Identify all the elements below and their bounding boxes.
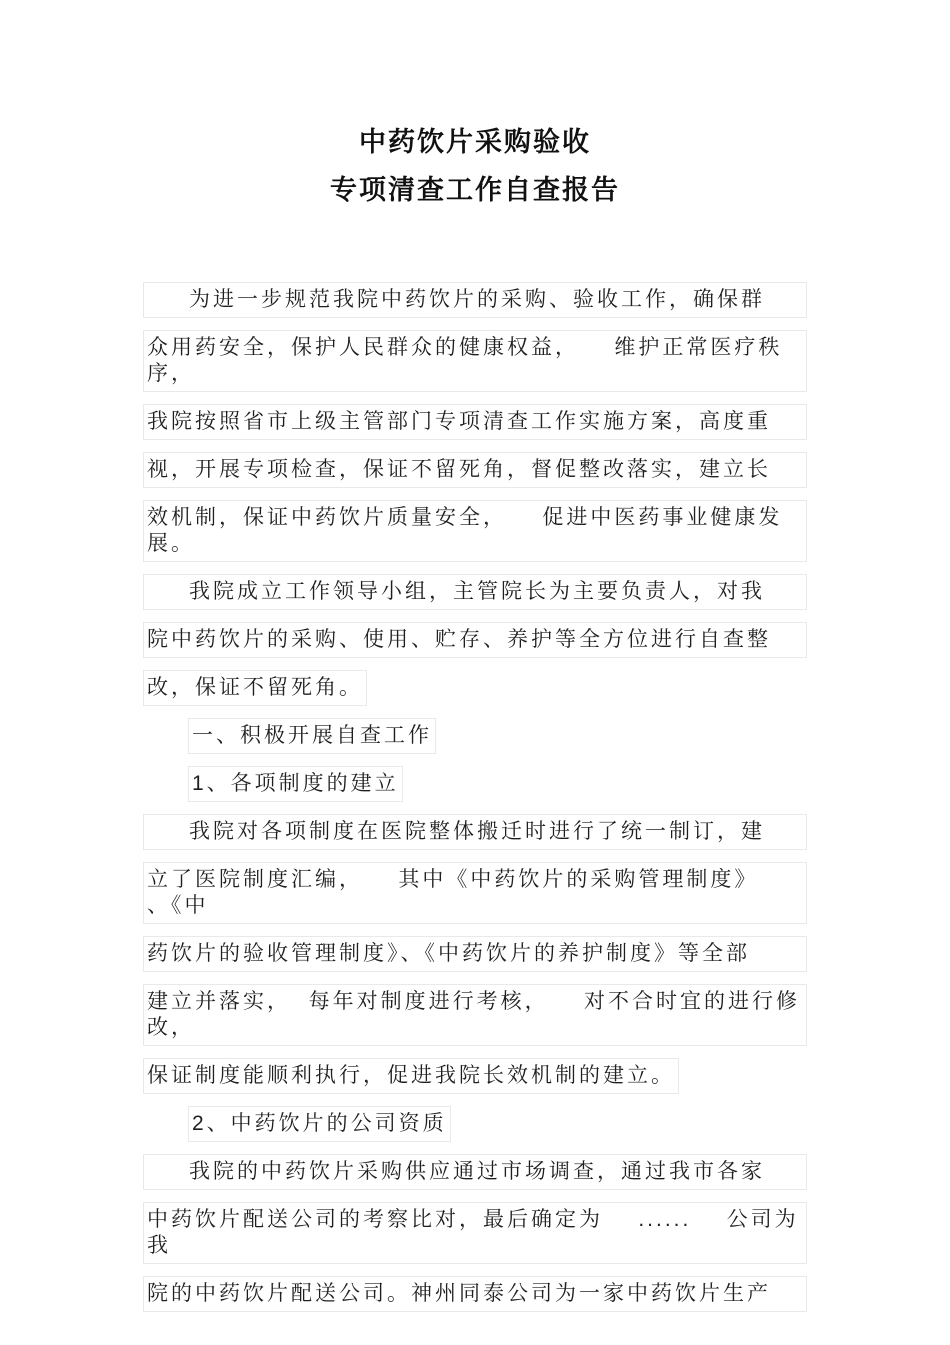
text-line: 为进一步规范我院中药饮片的采购、验收工作，确保群: [143, 282, 807, 318]
sub-heading: 1、各项制度的建立: [188, 766, 403, 802]
title-line-1: 中药饮片采购验收: [359, 127, 591, 157]
text-line: 中药饮片配送公司的考察比对，最后确定为 ...... 公司为我: [143, 1202, 807, 1264]
text-line: 我院对各项制度在医院整体搬迁时进行了统一制订，建: [143, 814, 807, 850]
text-line: 我院成立工作领导小组，主管院长为主要负责人，对我: [143, 574, 807, 610]
document-content: [143, 118, 807, 1324]
text-line: 我院按照省市上级主管部门专项清查工作实施方案，高度重: [143, 404, 807, 440]
text-line: 视，开展专项检查，保证不留死角，督促整改落实，建立长: [143, 452, 807, 488]
text-line: 众用药安全，保护人民群众的健康权益， 维护正常医疗秩序，: [143, 330, 807, 392]
text-line: 保证制度能顺利执行，促进我院长效机制的建立。: [143, 1058, 679, 1094]
text-line: 立了医院制度汇编， 其中《中药饮片的采购管理制度》 、《中: [143, 862, 807, 924]
text-line: 药饮片的验收管理制度》、《中药饮片的养护制度》等全部: [143, 936, 807, 972]
text-line: 改，保证不留死角。: [143, 670, 367, 706]
sub-heading: 2、中药饮片的公司资质: [188, 1106, 451, 1142]
document-body: [143, 282, 807, 1312]
text-line: 建立并落实， 每年对制度进行考核， 对不合时宜的进行修改，: [143, 984, 807, 1046]
text-line: 效机制，保证中药饮片质量安全， 促进中医药事业健康发展。: [143, 500, 807, 562]
section-heading: 一、积极开展自查工作: [188, 718, 436, 754]
text-line: 我院的中药饮片采购供应通过市场调查，通过我市各家: [143, 1154, 807, 1190]
text-line: 院中药饮片的采购、使用、贮存、养护等全方位进行自查整: [143, 622, 807, 658]
title-line-2: 专项清查工作自查报告: [330, 175, 620, 205]
text-line: 院的中药饮片配送公司。神州同泰公司为一家中药饮片生产: [143, 1276, 807, 1312]
document-title: [143, 118, 807, 214]
